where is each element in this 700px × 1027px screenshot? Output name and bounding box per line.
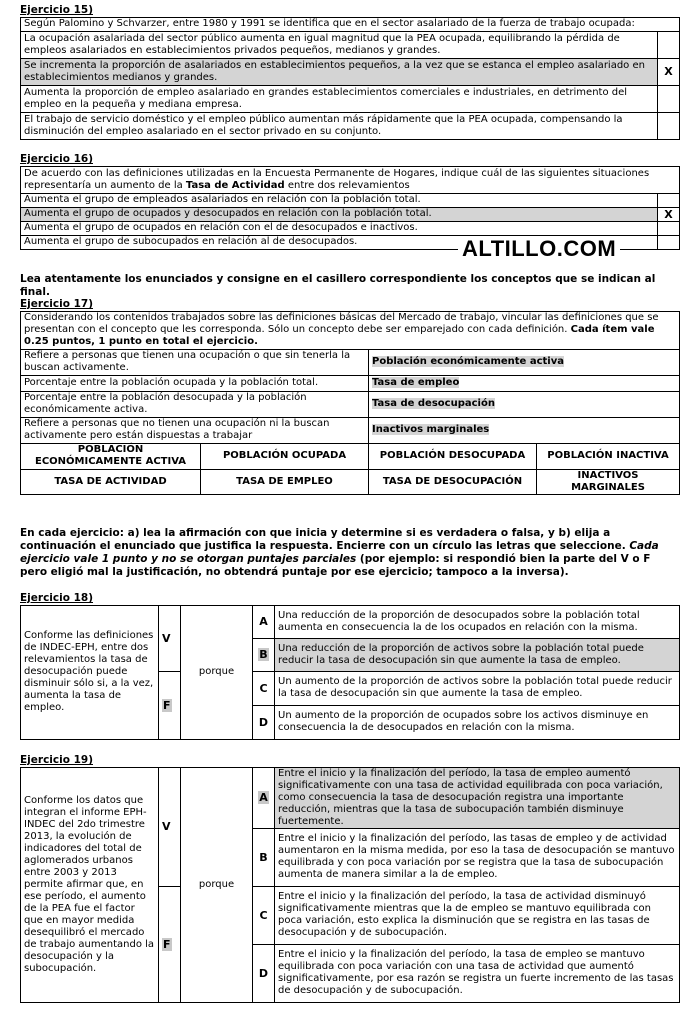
stem-emphasis: Tasa de Actividad xyxy=(185,179,285,191)
answer-text: Inactivos marginales xyxy=(372,424,490,436)
true-letter: V xyxy=(162,631,171,645)
option-text: Entre el inicio y la finalización del período, la tasa de empleo se mantuvo equilibrada con poca variación con una tasa de actividad que aumentó significativamente, por esa razón se registra un fuerte incremento de las tasas de desocupación y de subocupación. xyxy=(275,944,680,1002)
selected-letter: B xyxy=(259,648,268,661)
porque-cell: porque xyxy=(181,605,253,739)
option-text: Una reducción de la proporción de desocupados sobre la población total aumenta en consecuencia la de los ocupados en relación con la misma. xyxy=(275,605,680,638)
instruction-emphasis: Cada ejercicio vale 1 punto y no se otorgan puntajes parciales xyxy=(20,540,659,566)
false-option[interactable] xyxy=(159,671,181,739)
false-letter-selected: F xyxy=(163,937,171,951)
option-letter[interactable]: D xyxy=(253,944,275,1002)
instruction-text: En cada ejercicio: a) lea la afirmación con que inicia y determine si es verdadera o falsa, y b) elija a continuación el enunciado que justifica la respuesta. Encierre con un círculo las letras que seleccione. xyxy=(20,527,630,553)
exercise-15 xyxy=(20,4,680,140)
option-text: Un aumento de la proporción de activos sobre la población total puede reducir la tasa de desocupación sin que aumente la tasa de empleo. xyxy=(275,671,680,705)
exercise-title: Ejercicio 19) xyxy=(20,754,93,766)
statement-cell: Conforme las definiciones de INDEC-EPH, entre dos relevamientos la tasa de desocupación puede disminuir sólo si, a la vez, aumenta la tasa de empleo. xyxy=(21,605,159,739)
option-text[interactable]: El trabajo de servicio doméstico y el empleo público aumentan más rápidamente que la PEA ocupada, compensando la disminución del empleo asalariado en el sector privado en su conjunto. xyxy=(21,112,658,139)
answer-text: Tasa de empleo xyxy=(372,377,460,389)
option-text: Entre el inicio y la finalización del período, las tasas de empleo y de actividad aumentaron en la misma medida, por eso la tasa de desocupación se mantuvo equilibrada y con poca variación por se registra que la tasa de subocupación aumenta de manera similar a la de empleo. xyxy=(275,828,680,886)
answer-cell[interactable] xyxy=(369,391,680,417)
exercise-17 xyxy=(20,298,680,495)
option-text[interactable]: Aumenta la proporción de empleo asalariado en grandes establecimientos comerciales e industriales, en detrimento del empleo en la pequeña y mediana empresa. xyxy=(21,85,658,112)
exercise-18-table xyxy=(20,605,680,740)
option-text[interactable]: La ocupación asalariada del sector público aumenta en igual magnitud que la PEA ocupada, equilibrando la pérdida de empleos asalariados en establecimientos privados pequeños, medianos y grandes. xyxy=(21,31,658,58)
exercise-title: Ejercicio 15) xyxy=(20,4,93,16)
exercise-17-table xyxy=(20,311,680,495)
option-letter[interactable]: C xyxy=(253,886,275,944)
stem-text: De acuerdo con las definiciones utilizadas en la Encuesta Permanente de Hogares, indique cuál de las siguientes situaciones representaría un aumento de la xyxy=(24,167,650,191)
definition-cell: Porcentaje entre la población desocupada y la población económicamente activa. xyxy=(21,391,369,417)
concept-cell: POBLACIÓN INACTIVA xyxy=(537,443,680,469)
exercise-title: Ejercicio 18) xyxy=(20,592,93,604)
answer-box[interactable] xyxy=(658,193,680,207)
true-option[interactable] xyxy=(159,605,181,671)
answer-box[interactable] xyxy=(658,31,680,58)
porque-cell: porque xyxy=(181,767,253,1002)
question-stem xyxy=(21,166,680,193)
concept-cell: INACTIVOS MARGINALES xyxy=(537,469,680,494)
answer-box[interactable] xyxy=(658,85,680,112)
option-text: Entre el inicio y la finalización del período, la tasa de actividad disminuyó significativamente mientras que la de empleo se mantuvo equilibrada con poca variación, esto explica la disminución que se registra en las tasas de desocupación y de subocupación. xyxy=(275,886,680,944)
false-option[interactable] xyxy=(159,886,181,1002)
answer-text: Tasa de desocupación xyxy=(372,398,495,410)
stem-text: entre dos relevamientos xyxy=(284,179,410,191)
definition-cell: Refiere a personas que no tienen una ocupación ni la buscan activamente pero están dispuestas a trabajar xyxy=(21,417,369,443)
question-stem xyxy=(21,311,680,349)
stem-text: Considerando los contenidos trabajados sobre las definiciones básicas del Mercado de trabajo, vincular las definiciones que se presentan con el concepto que les corresponda. Sólo un concepto debe ser emparejado con cada definición. xyxy=(24,312,659,336)
exercise-18 xyxy=(20,592,680,740)
stem-emphasis: Cada ítem vale 0.25 puntos, 1 punto en total el ejercicio. xyxy=(24,324,655,348)
answer-box-marked[interactable]: X xyxy=(658,207,680,221)
exercise-19 xyxy=(20,754,680,1003)
answer-box[interactable] xyxy=(658,112,680,139)
option-text[interactable]: Aumenta el grupo de ocupados en relación con el de desocupados e inactivos. xyxy=(21,221,658,235)
instruction-true-false xyxy=(20,527,680,580)
option-letter[interactable]: D xyxy=(253,705,275,739)
concept-cell: TASA DE EMPLEO xyxy=(201,469,369,494)
option-letter[interactable]: A xyxy=(253,605,275,638)
watermark-logo: ALTILLO.COM xyxy=(458,236,620,262)
answer-box[interactable] xyxy=(658,221,680,235)
option-letter-selected[interactable] xyxy=(253,767,275,828)
answer-cell[interactable] xyxy=(369,349,680,375)
answer-box[interactable] xyxy=(658,235,680,249)
concept-cell: TASA DE DESOCUPACIÓN xyxy=(369,469,537,494)
answer-text: Población económicamente activa xyxy=(372,356,564,368)
answer-cell[interactable] xyxy=(369,417,680,443)
option-text[interactable]: Aumenta el grupo de subocupados en relación al de desocupados. xyxy=(21,235,658,249)
option-letter-selected[interactable] xyxy=(253,638,275,671)
selected-letter: A xyxy=(259,791,268,804)
option-text-selected[interactable]: Se incrementa la proporción de asalariados en establecimientos pequeños, a la vez que se estanca el empleo asalariado en establecimientos medianos y grandes. xyxy=(21,58,658,85)
answer-box-marked[interactable]: X xyxy=(658,58,680,85)
concept-cell: POBLACIÓN ECONÓMICAMENTE ACTIVA xyxy=(21,443,201,469)
exercise-19-table xyxy=(20,767,680,1003)
exercise-title: Ejercicio 16) xyxy=(20,153,93,165)
option-letter[interactable]: B xyxy=(253,828,275,886)
option-text[interactable]: Aumenta el grupo de empleados asalariados en relación con la población total. xyxy=(21,193,658,207)
option-text: Un aumento de la proporción de ocupados sobre los activos disminuye en consecuencia la de desocupados en relación con la misma. xyxy=(275,705,680,739)
concept-cell: POBLACIÓN OCUPADA xyxy=(201,443,369,469)
true-option[interactable] xyxy=(159,767,181,886)
option-letter[interactable]: C xyxy=(253,671,275,705)
concept-cell: TASA DE ACTIVIDAD xyxy=(21,469,201,494)
definition-cell: Porcentaje entre la población ocupada y la población total. xyxy=(21,375,369,391)
option-text-selected: Una reducción de la proporción de activos sobre la población total puede reducir la tasa de desocupación sin que aumente la tasa de empleo. xyxy=(275,638,680,671)
exercise-title: Ejercicio 17) xyxy=(20,298,93,310)
exercise-15-table xyxy=(20,17,680,140)
question-stem: Según Palomino y Schvarzer, entre 1980 y 1991 se identifica que en el sector asalariado de la fuerza de trabajo ocupada: xyxy=(21,17,680,31)
statement-cell: Conforme los datos que integran el informe EPH-INDEC del 2do trimestre 2013, la evolución de indicadores del total de aglomerados urbanos entre 2003 y 2013 permite afirmar que, en ese período, el aumento de la PEA fue el factor que en mayor medida desequilibró el mercado de trabajo aumentando la desocupación y la subocupación. xyxy=(21,767,159,1002)
option-text-selected[interactable]: Aumenta el grupo de ocupados y desocupados en relación con la población total. xyxy=(21,207,658,221)
true-letter: V xyxy=(162,820,171,833)
definition-cell: Refiere a personas que tienen una ocupación o que sin tenerla la buscan activamente. xyxy=(21,349,369,375)
false-letter-selected: F xyxy=(163,698,171,712)
instruction-matching: Lea atentamente los enunciados y consigne en el casillero correspondiente los conceptos que se indican al final. xyxy=(20,273,656,299)
answer-cell[interactable] xyxy=(369,375,680,391)
option-text-selected: Entre el inicio y la finalización del período, la tasa de empleo aumentó significativamente con una tasa de actividad equilibrada con poca variación, como consecuencia la tasa de desocupación registra una importante reducción, mientras que la tasa de subocupación también disminuye fuertemente. xyxy=(275,767,680,828)
concept-cell: POBLACIÓN DESOCUPADA xyxy=(369,443,537,469)
instruction-text: (por ejemplo: si respondió bien la parte del V o F pero eligió mal la justificación, no obtendrá puntaje por ese ejercicio; tampoco a la inversa). xyxy=(20,553,651,579)
